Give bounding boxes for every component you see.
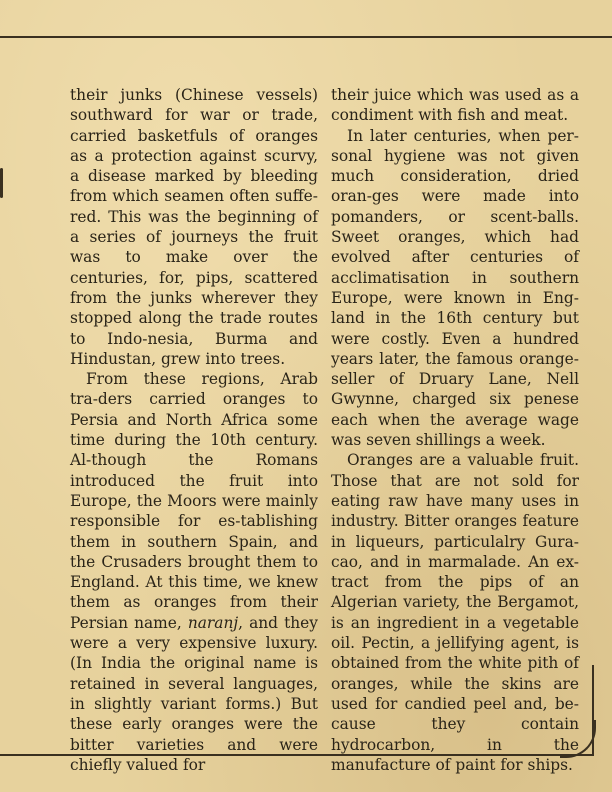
top-rule (0, 36, 612, 38)
paragraph: In later centuries, when per-sonal hygiene was not given much consideration, dried oran-ges were made into pomanders, or scent-balls. Sweet oranges, which had evolved after centuries of acclimatisation in southern Europe, were known in Eng-land in the 16th century but were costly. Even a hundred years later, the famous orange-seller of Druary Lane, Nell Gwynne, charged six penese each when the average wage was seven shillings a week. (331, 126, 579, 450)
paragraph (70, 369, 318, 775)
paragraph: Oranges are a valuable fruit. Those that are not sold for eating raw have many uses in industry. Bitter oranges feature in liqueurs, particulalry Gura-cao, and in marmalade. An ex-tract from the pips of an Algerian variety, the Bergamot, is an ingredient in a vegetable oil. Pectin, a jellifying agent, is obtained from the white pith of oranges, while the skins are used for candied peel and, be-cause they contain hydrocarbon, in the manufacture of paint for ships. (331, 451, 579, 774)
italic-word: naranj (187, 613, 239, 632)
paragraph-text: , and they were a very expensive luxury. (In India the original name is retained in several languages, in slightly variant forms.) But these early oranges were the bitter varieties and were chiefly valued for (70, 613, 318, 774)
paragraph: their juice which was used as a condiment with fish and meat. (331, 86, 579, 125)
left-margin-mark (0, 168, 3, 198)
paragraph-text: From these regions, Arab tra-ders carried oranges to Persia and North Africa some time during the 10th century. Al-though the Romans introduced the fruit into Europe, the Moors were mainly responsible for es-tablishing them in southern Spain, and the Crusaders brought them to England. At this time, we knew them as oranges from their Persian name, (70, 370, 318, 632)
paragraph: their junks (Chinese vessels) southward for war or trade, carried basketfuls of oranges as a protection against scurvy, a disease marked by bleeding from which seamen often suffe-red. This was the beginning of a series of journeys the fruit was to make over the centuries, for, pips, scattered from the junks wherever they stopped along the trade routes to Indo-nesia, Burma and Hindustan, grew into trees. (70, 86, 318, 368)
left-column (70, 85, 318, 775)
right-column (331, 85, 579, 775)
